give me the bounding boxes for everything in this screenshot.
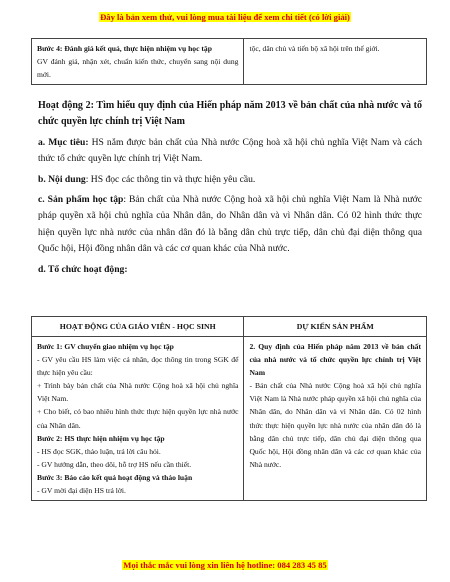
content-text: : HS đọc các thông tin và thực hiện yêu cầu. — [85, 173, 256, 185]
step1-text-1: - GV yêu cầu HS làm việc cá nhân, đọc thông tin trong SGK để thực hiện yêu cầu: — [37, 355, 239, 378]
expected-product-text: tộc, dân chủ và tiến bộ xã hội trên thế giới. — [249, 44, 380, 53]
objective-label: a. Mục tiêu: — [38, 136, 89, 148]
teacher-student-cell — [32, 39, 244, 85]
section-2-heading: 2. Quy định của Hiến pháp năm 2013 về bản chất của nhà nước và tổ chức quyền lực chính trị Việt Nam — [249, 342, 421, 378]
step3-text-1: - GV mời đại diện HS trả lời. — [37, 486, 126, 496]
hotline-text: Mọi thắc mắc vui lòng xin liên hệ hotline: 084 283 45 85 — [123, 560, 327, 570]
previous-activity-table — [31, 38, 427, 85]
product-text: : Bản chất của Nhà nước Cộng hoà xã hội chủ nghĩa Việt Nam là Nhà nước pháp quyền xã hội chủ nghĩa của Nhân dân, do Nhân dân và vì Nhân dân. Có 02 hình thức thực hiện quyền lực nhà nước của nhân dân đó là bằng dân chủ trực tiếp, dân chủ đại diện thông qua Quốc hội, Hội đồng nhân dân và các cơ quan khác của Nhà nước. — [38, 194, 422, 255]
step1-text-2: + Trình bày bản chất của Nhà nước Cộng hoà xã hội chủ nghĩa Việt Nam. — [37, 381, 239, 404]
objective-text: HS nắm được bản chất của Nhà nước Cộng hoà xã hội chủ nghĩa Việt Nam và cách thức tổ chức quyền lực chính trị Việt Nam. — [38, 136, 422, 165]
hotline-banner — [0, 560, 450, 570]
organization-heading: d. Tổ chức hoạt động: — [38, 263, 128, 275]
preview-notice-banner — [0, 12, 450, 22]
teacher-student-steps-cell — [32, 337, 244, 501]
step4-text: GV đánh giá, nhận xét, chuẩn kiến thức, chuyển sang nội dung mới. — [37, 57, 239, 79]
product-paragraph — [38, 192, 422, 258]
expected-product-detail-cell — [244, 337, 427, 501]
product-label: c. Sản phẩm học tập — [38, 194, 124, 206]
step2-text-1: - HS đọc SGK, thảo luận, trả lời câu hỏi. — [37, 446, 161, 456]
activity-title: Hoạt động 2: Tìm hiểu quy định của Hiến pháp năm 2013 về bản chất của nhà nước và tổ chức quyền lực chính trị Việt Nam — [38, 100, 422, 128]
header-expected-product: DỰ KIẾN SẢN PHẨM — [244, 317, 427, 337]
section-2-text: - Bản chất của Nhà nước Cộng hoà xã hội chủ nghĩa Việt Nam là Nhà nước pháp quyền xã hội chủ nghĩa của Nhân dân, do Nhân dân và vì Nhân dân. Có 02 hình thức thực hiện quyền lực nhà nước của nhân dân đó là bằng dân chủ trực tiếp, dân chủ đại diện thông qua Quốc hội, Hội đồng nhân dân và các cơ quan khác của Nhà nước. — [249, 381, 421, 469]
objective-paragraph — [38, 135, 422, 168]
step1-heading: Bước 1: GV chuyển giao nhiệm vụ học tập — [37, 342, 174, 351]
preview-notice-text: Đây là bản xem thử, vui lòng mua tài liệu để xem chi tiết (có lời giải) — [100, 12, 350, 22]
header-teacher-student: HOẠT ĐỘNG CỦA GIÁO VIÊN - HỌC SINH — [32, 317, 244, 337]
content-label: b. Nội dung — [38, 173, 86, 185]
step2-text-2: - GV hướng dẫn, theo dõi, hỗ trợ HS nếu cần thiết. — [37, 459, 192, 469]
step3-heading: Bước 3: Báo cáo kết quả hoạt động và thảo luận — [37, 472, 193, 482]
expected-product-cell — [244, 39, 427, 85]
step4-heading: Bước 4: Đánh giá kết quả, thực hiện nhiệm vụ học tập — [37, 44, 212, 53]
activity-content — [38, 98, 422, 278]
step2-heading: Bước 2: HS thực hiện nhiệm vụ học tập — [37, 433, 165, 443]
content-paragraph — [38, 172, 422, 188]
activity-organization-table — [31, 316, 427, 501]
step1-text-3: + Cho biết, có bao nhiêu hình thức thực hiện quyền lực nhà nước của Nhân dân. — [37, 407, 239, 430]
